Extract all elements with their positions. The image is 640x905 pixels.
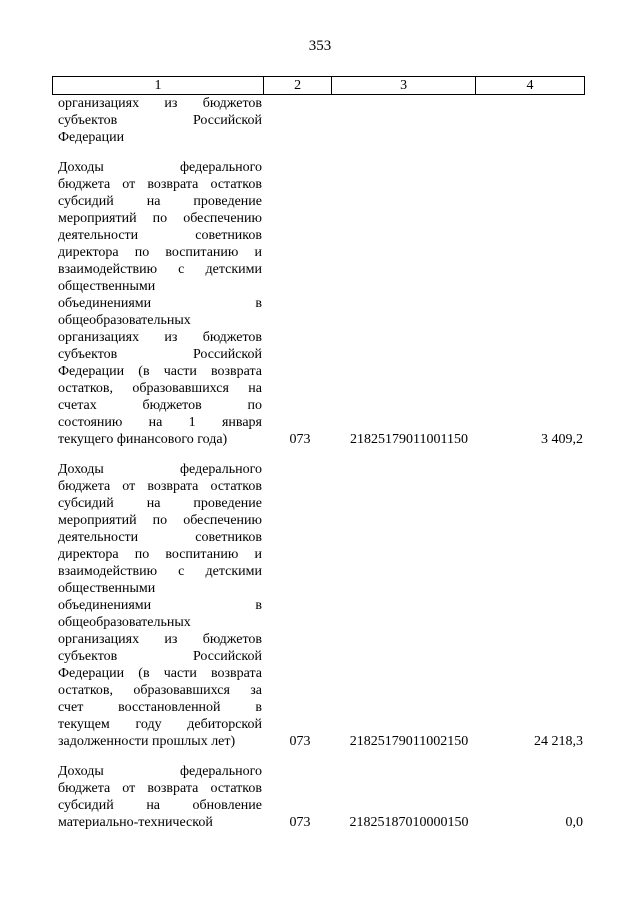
description-line: взаимодействию с детскими xyxy=(58,564,262,579)
row-amount: 3 409,2 xyxy=(541,432,583,447)
description-line: состоянию на 1 января xyxy=(58,415,262,430)
description-line: мероприятий по обеспечению xyxy=(58,211,262,226)
description-line: субъектов Российской xyxy=(58,649,262,664)
description-line: субсидий на проведение xyxy=(58,496,262,511)
description-line: субсидий на обновление xyxy=(58,798,262,813)
description-line: текущем году дебиторской xyxy=(58,717,262,732)
row-amount: 0,0 xyxy=(565,815,583,830)
description-line: деятельности советников xyxy=(58,228,262,243)
description-line: объединениями в xyxy=(58,598,262,613)
description-line: счет восстановленной в xyxy=(58,700,262,715)
description-line: общественными xyxy=(58,279,156,294)
row-description xyxy=(58,159,262,448)
column-header-table xyxy=(52,76,585,95)
row-code: 073 xyxy=(289,734,311,749)
description-line: деятельности советников xyxy=(58,530,262,545)
description-line: счетах бюджетов по xyxy=(58,398,262,413)
description-line: директора по воспитанию и xyxy=(58,245,262,260)
table-row xyxy=(0,95,640,146)
table-body xyxy=(0,95,640,831)
table-row xyxy=(0,763,640,831)
row-description xyxy=(58,461,262,750)
description-line: общественными xyxy=(58,581,156,596)
description-line: бюджета от возврата остатков xyxy=(58,781,262,796)
description-line: бюджета от возврата остатков xyxy=(58,479,262,494)
page-number: 353 xyxy=(308,38,332,54)
column-header-3: 3 xyxy=(332,77,476,95)
row-amount: 24 218,3 xyxy=(534,734,583,749)
description-line: организациях из бюджетов xyxy=(58,330,262,345)
description-line: Федерации xyxy=(58,130,125,145)
description-line: организациях из бюджетов xyxy=(58,96,262,111)
description-line: остатков, образовавшихся за xyxy=(58,683,262,698)
description-line: бюджета от возврата остатков xyxy=(58,177,262,192)
description-line: общеобразовательных xyxy=(58,615,191,630)
column-header-4: 4 xyxy=(476,77,585,95)
description-line: субсидий на проведение xyxy=(58,194,262,209)
description-line: взаимодействию с детскими xyxy=(58,262,262,277)
column-header-2: 2 xyxy=(263,77,331,95)
description-line: организациях из бюджетов xyxy=(58,632,262,647)
row-description xyxy=(58,763,262,831)
description-line: субъектов Российской xyxy=(58,347,262,362)
row-kbk: 21825179011001150 xyxy=(350,432,468,447)
description-line: Федерации (в части возврата xyxy=(58,666,262,681)
description-line: материально-технической xyxy=(58,815,213,830)
row-description xyxy=(58,95,262,146)
description-line: объединениями в xyxy=(58,296,262,311)
description-line: мероприятий по обеспечению xyxy=(58,513,262,528)
description-line: Федерации (в части возврата xyxy=(58,364,262,379)
description-line: остатков, образовавшихся на xyxy=(58,381,262,396)
description-line: Доходы федерального xyxy=(58,462,262,477)
description-line: текущего финансового года) xyxy=(58,432,228,447)
description-line: Доходы федерального xyxy=(58,160,262,175)
row-code: 073 xyxy=(289,432,311,447)
table-row xyxy=(0,159,640,448)
row-kbk: 21825179011002150 xyxy=(349,734,469,749)
column-header-1: 1 xyxy=(53,77,264,95)
table-row xyxy=(0,461,640,750)
description-line: Доходы федерального xyxy=(58,764,262,779)
row-kbk: 21825187010000150 xyxy=(349,815,469,830)
row-code: 073 xyxy=(289,815,311,830)
description-line: субъектов Российской xyxy=(58,113,262,128)
description-line: общеобразовательных xyxy=(58,313,191,328)
description-line: директора по воспитанию и xyxy=(58,547,262,562)
description-line: задолженности прошлых лет) xyxy=(58,734,236,749)
